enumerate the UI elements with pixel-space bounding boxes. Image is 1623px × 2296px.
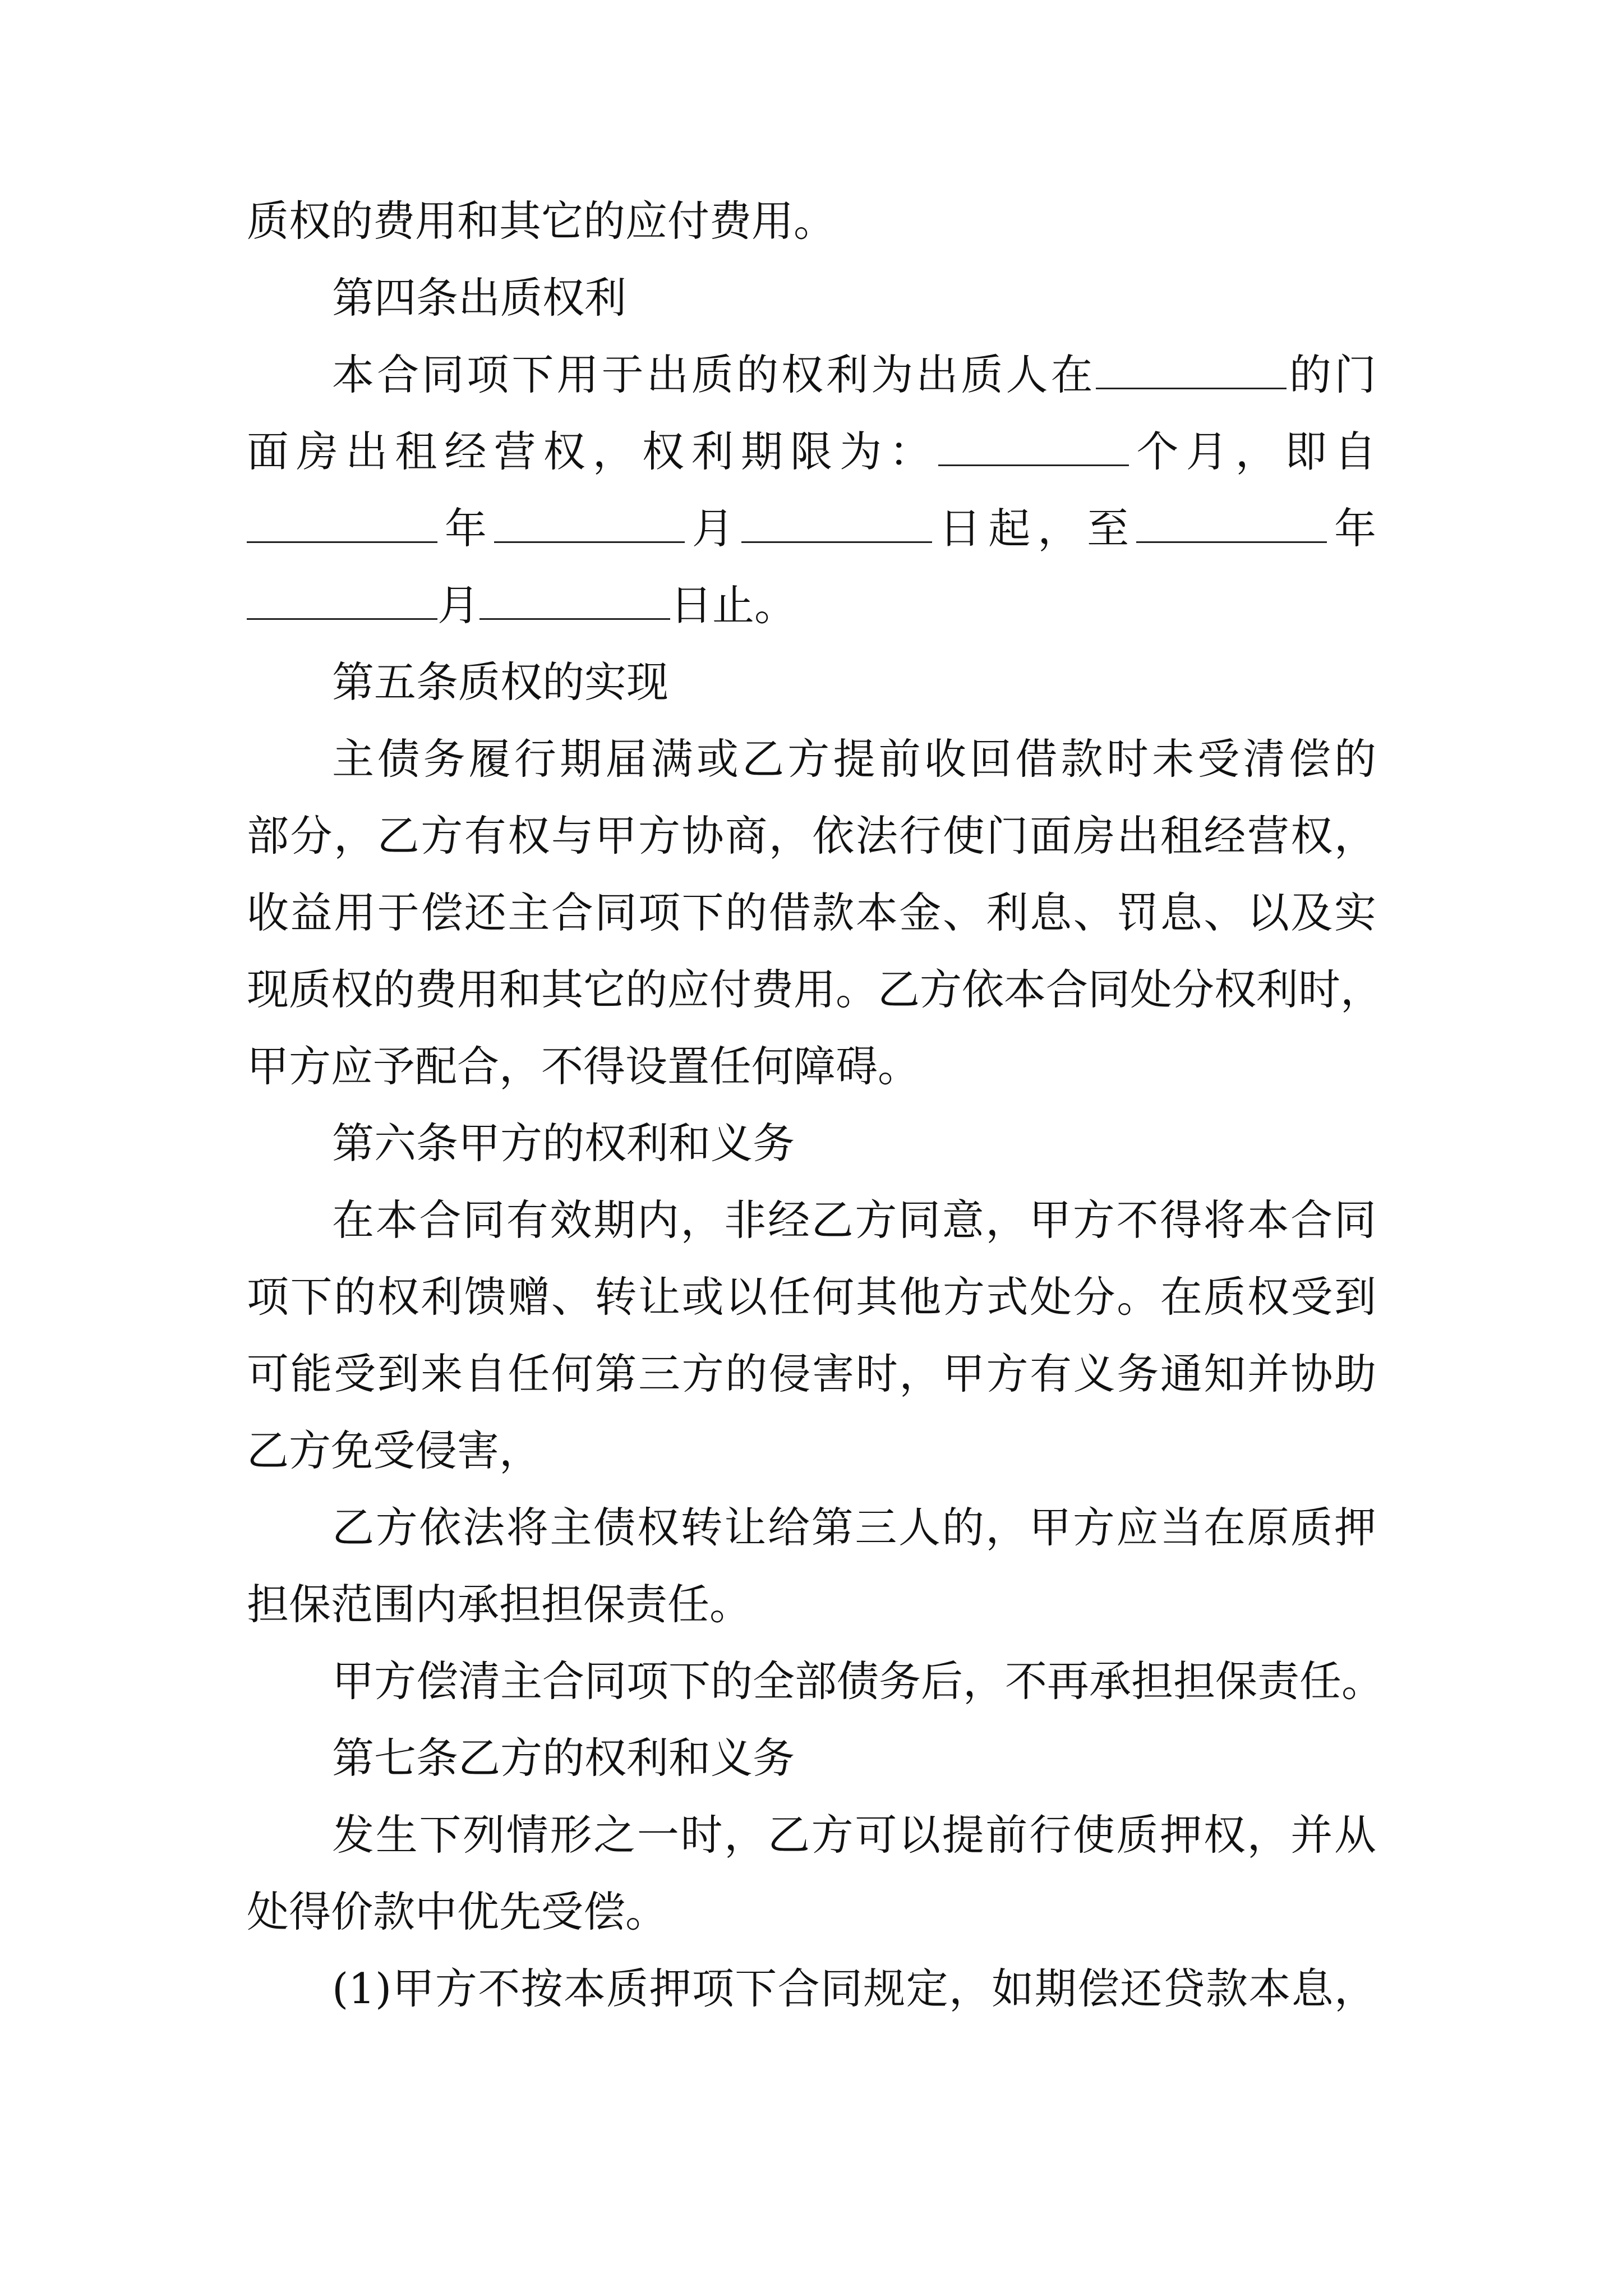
paragraph-line: 发生下列情形之一时，乙方可以提前行使质押权，并从 — [332, 1810, 1376, 1860]
paragraph-line: 收益用于偿还主合同项下的借款本金、利息、罚息、以及实 — [247, 888, 1376, 937]
fill-in-blank — [1096, 354, 1287, 389]
text-run: 日起，至 — [932, 504, 1137, 553]
fill-in-blank — [741, 508, 932, 543]
paragraph-line: 部分，乙方有权与甲方协商，依法行使门面房出租经营权， — [247, 811, 1376, 861]
paragraph-line — [247, 337, 1376, 413]
paragraph-line: 甲方偿清主合同项下的全部债务后，不再承担担保责任。 — [332, 1657, 1384, 1706]
paragraph-line: 乙方免受侵害， — [247, 1426, 542, 1475]
article-6-heading: 第六条甲方的权利和义务 — [332, 1119, 795, 1168]
paragraph-line: 处得价款中优先受偿。 — [247, 1887, 668, 1936]
fill-in-blank — [247, 585, 437, 620]
paragraph-line: 甲方应予配合，不得设置任何障碍。 — [247, 1042, 920, 1091]
paragraph-line: 项下的权利馈赠、转让或以任何其他方式处分。在质权受到 — [247, 1272, 1376, 1322]
text-run: 月 — [437, 581, 480, 630]
paragraph-line: 质权的费用和其它的应付费用。 — [247, 196, 836, 246]
text-run: 年 — [1327, 504, 1376, 553]
text-run: 月 — [684, 504, 741, 553]
paragraph-line: 在本合同有效期内，非经乙方同意，甲方不得将本合同 — [332, 1195, 1376, 1245]
text-run: 年 — [437, 504, 494, 553]
text-run: 的门 — [1286, 350, 1376, 399]
paragraph-line: 可能受到来自任何第三方的侵害时，甲方有义务通知并协助 — [247, 1349, 1376, 1398]
article-4-heading: 第四条出质权利 — [332, 273, 627, 323]
paragraph-line — [247, 413, 1376, 490]
text-run: 本合同项下用于出质的权利为出质人在 — [332, 350, 1096, 399]
fill-in-blank — [1136, 508, 1327, 543]
fill-in-blank — [494, 508, 685, 543]
fill-in-blank — [247, 508, 437, 543]
paragraph-line: 乙方依法将主债权转让给第三人的，甲方应当在原质押 — [332, 1503, 1376, 1552]
paragraph-line: 主债务履行期届满或乙方提前收回借款时未受清偿的 — [332, 734, 1376, 784]
text-run: 日止。 — [670, 581, 797, 630]
text-run: 面房出租经营权，权利期限为： — [247, 427, 939, 476]
paragraph-line: 现质权的费用和其它的应付费用。乙方依本合同处分权利时， — [247, 965, 1383, 1014]
text-run: 个月，即自 — [1129, 427, 1376, 476]
fill-in-blank — [938, 431, 1129, 466]
paragraph-line: (1)甲方不按本质押项下合同规定，如期偿还贷款本息， — [332, 1964, 1376, 2013]
paragraph-line — [247, 567, 1376, 644]
paragraph-line: 担保范围内承担担保责任。 — [247, 1580, 752, 1629]
article-5-heading: 第五条质权的实现 — [332, 657, 669, 707]
article-7-heading: 第七条乙方的权利和义务 — [332, 1733, 795, 1783]
fill-in-blank — [479, 585, 670, 620]
paragraph-line — [247, 490, 1376, 567]
